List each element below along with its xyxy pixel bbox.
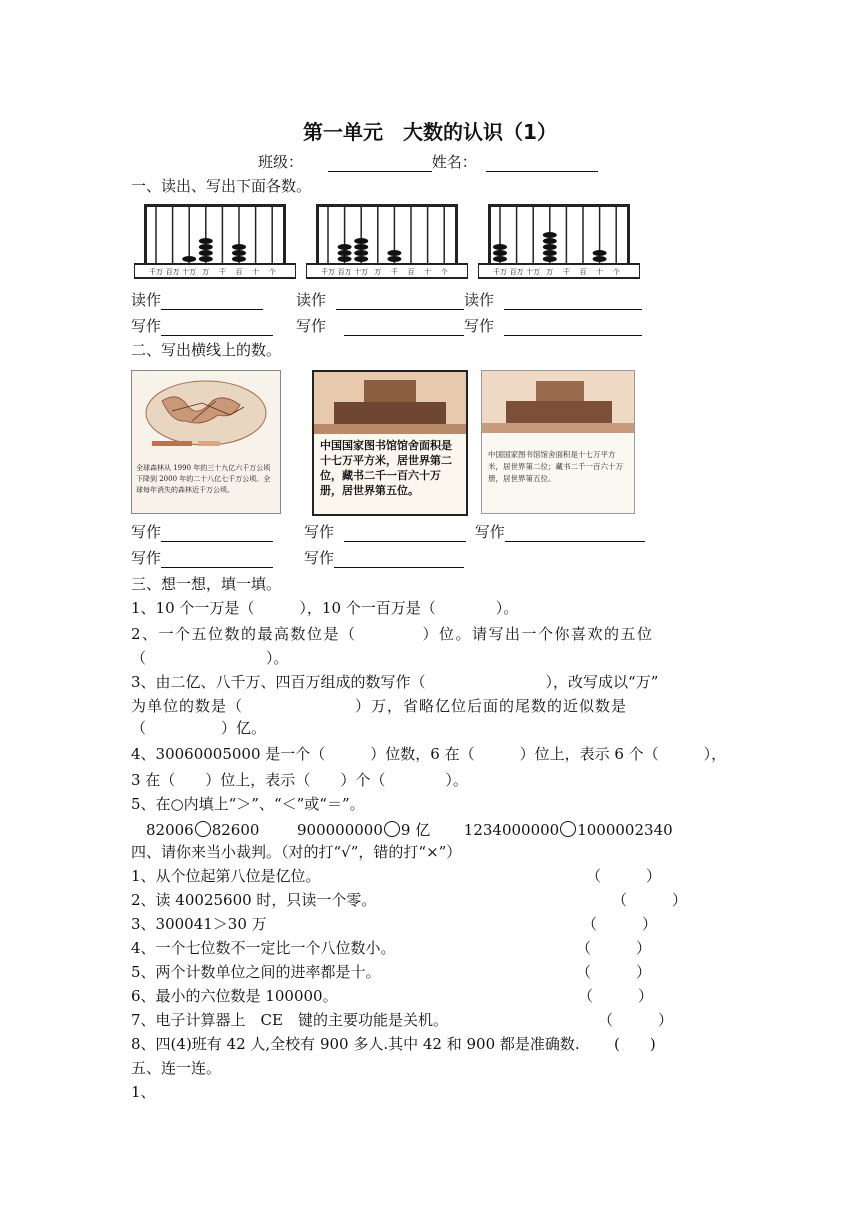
abacus-place-label: 十 [596,268,604,276]
section2-heading: 二、写出横线上的数。 [131,341,282,359]
abacus-bead [354,244,368,250]
q2-line2: （ ）。 [131,649,289,667]
judge-paren-8[interactable]: ( ) [614,1035,656,1053]
abacus-bead [199,244,213,250]
abacus-bead [354,238,368,244]
judge-item-4: 4、一个七位数不一定比一个八位数小。 [131,939,396,957]
abacus-place-label: 百 [235,268,243,276]
world-map-icon [132,371,280,461]
abacus-bead [593,250,607,256]
compare-3-right: 1000002340 [577,821,673,839]
library-building-icon [482,371,634,433]
judge-paren-2[interactable]: （ ） [612,891,688,909]
write-row-2 [296,316,642,336]
abacus-place-label: 万 [202,268,210,276]
write-blank[interactable] [334,551,464,568]
abacus-bead [199,238,213,244]
abacus-place-label: 十万 [182,268,197,276]
q3-line1: 3、由二亿、八千万、四百万组成的数写作（ ），改写成以“万” [131,673,659,691]
q1: 1、10 个一万是（ ），10 个一百万是（ ）。 [131,599,519,617]
class-name-line [258,152,598,172]
abacus-place-label: 万 [546,268,554,276]
compare-2-right: 9 亿 [400,821,431,839]
abacus-place-label: 十 [424,268,432,276]
abacus-place-label: 千万 [321,268,335,276]
write-blank-3[interactable] [504,319,642,336]
abacus-bead [182,256,196,262]
abacus-place-label: 万 [374,268,382,276]
abacus-bead [199,250,213,256]
sec2-write-row-2 [304,522,645,542]
abacus-place-label: 十万 [526,268,541,276]
abacus-place-label: 千万 [493,268,507,276]
abacus-bead [338,250,352,256]
write-label: 写作 [131,523,162,541]
section4-heading: 四、请你来当小裁判。（对的打“√”，错的打“×”） [131,843,462,861]
q4-line2: 3 在（ ）位上，表示（ ）个（ ）。 [131,771,468,789]
section1-heading: 一、读出、写出下面各数。 [131,177,312,195]
library-image-2 [481,370,635,514]
judge-item-6: 6、最小的六位数是 100000。 [131,987,338,1005]
abacus-bead [543,244,557,250]
judge-paren-1[interactable]: （ ） [586,867,662,885]
write-blank[interactable] [161,525,273,542]
judge-item-5: 5、两个计数单位之间的进率都是十。 [131,963,381,981]
abacus-bead [354,256,368,262]
compare-circle-1[interactable] [195,821,211,837]
library-caption-2: 中国国家图书馆馆舍面积是十七万平方米，居世界第二位；藏书二千一百六十万册，居世界第五位。 [488,450,623,483]
read-blank-1[interactable] [161,293,263,310]
abacus-bead [199,256,213,262]
write-blank[interactable] [344,525,466,542]
library-caption-1: 中国国家图书馆馆舍面积是十七万平方米，居世界第二位，藏书二千一百六十万册，居世界第五位。 [320,439,452,497]
sec2-write-row-3 [131,548,273,568]
abacus-bead [543,232,557,238]
name-label: 姓名： [431,153,477,171]
write-label: 写作 [296,317,327,335]
sec5-q1: 1、 [131,1083,156,1101]
compare-circle-3[interactable] [560,821,576,837]
abacus-bead [387,250,401,256]
abacus-bead [232,250,246,256]
sec2-write-row-4 [304,548,464,568]
abacus-2 [306,200,468,280]
read-label: 读作 [464,291,495,309]
compare-1-right: 82600 [211,821,260,839]
abacus-place-label: 百万 [509,268,524,276]
read-label: 读作 [296,291,327,309]
write-blank-2[interactable] [344,319,464,336]
sec2-write-row-1 [131,522,273,542]
abacus-place-label: 千 [390,268,398,276]
abacus-place-label: 千 [218,268,226,276]
write-blank[interactable] [161,551,273,568]
class-label: 班级： [258,153,304,171]
abacus-bead [493,244,507,250]
page-title: 第一单元 大数的认识（1） [303,120,557,144]
abacus-bead [493,250,507,256]
abacus-bead [232,256,246,262]
abacus-bead [493,256,507,262]
compare-2-left: 900000000 [297,821,383,839]
compare-row [146,820,673,840]
judge-paren-3[interactable]: （ ） [582,915,658,933]
compare-1-left: 82006 [146,821,194,839]
abacus-place-label: 十 [252,268,260,276]
name-blank[interactable] [486,155,598,172]
abacus-place-label: 百万 [337,268,352,276]
q3-line3: （ ）亿。 [131,719,267,737]
abacus-bead [354,250,368,256]
q5: 5、在○内填上“＞”、“＜”或“＝”。 [131,795,365,813]
abacus-place-label: 个 [612,268,620,276]
abacus-place-label: 千 [562,268,570,276]
abacus-bead [593,256,607,262]
read-blank-2[interactable] [336,293,464,310]
library-image-1 [312,370,468,516]
write-label: 写作 [304,523,335,541]
abacus-3 [478,200,640,280]
compare-3-left: 1234000000 [463,821,560,839]
write-row [131,316,273,336]
judge-item-8: 8、四(4)班有 42 人,全校有 900 多人.其中 42 和 900 都是准确数. [131,1035,580,1053]
judge-paren-7[interactable]: （ ） [598,1011,674,1029]
write-blank[interactable] [505,525,645,542]
judge-item-3: 3、300041＞30 万 [131,915,267,933]
write-label: 写作 [464,317,495,335]
section3-heading: 三、想一想，填一填。 [131,575,282,593]
abacus-bead [543,250,557,256]
abacus-1 [134,200,296,280]
read-row [131,290,263,310]
q4-line1: 4、30060005000 是一个（ ）位数，6 在（ ）位上，表示 6 个（ ）， [131,745,727,763]
read-blank-3[interactable] [504,293,642,310]
judge-item-2: 2、读 40025600 时，只读一个零。 [131,891,377,909]
abacus-bead [232,244,246,250]
abacus-place-label: 百万 [165,268,180,276]
class-blank[interactable] [328,155,432,172]
q3-line2: 为单位的数是（ ）万，省略亿位后面的尾数的近似数是 [131,697,628,715]
judge-paren-4[interactable]: （ ） [576,939,652,957]
read-label: 读作 [131,291,162,309]
abacus-bead [338,256,352,262]
judge-paren-6[interactable]: （ ） [578,987,654,1005]
judge-item-7: 7、电子计算器上 CE 键的主要功能是关机。 [131,1011,448,1029]
abacus-place-label: 个 [440,268,448,276]
forest-caption: 全球森林从 1990 年的三十九亿六千万公顷下降到 2000 年的二十八亿七千万公顷。全球每年消失的森林近千万公顷。 [136,464,271,494]
judge-paren-5[interactable]: （ ） [576,963,652,981]
judge-item-1: 1、从个位起第八位是亿位。 [131,867,321,885]
q2-line1: 2、一个五位数的最高数位是（ ）位。请写出一个你喜欢的五位 [131,625,654,643]
abacus-bead [338,244,352,250]
abacus-bead [387,256,401,262]
write-label: 写作 [304,549,335,567]
abacus-bead [543,238,557,244]
forest-map-image [131,370,281,514]
abacus-place-label: 个 [268,268,276,276]
write-label: 写作 [131,549,162,567]
section5-heading: 五、连一连。 [131,1059,222,1077]
library-building-icon [314,372,466,434]
compare-circle-2[interactable] [384,821,400,837]
write-label: 写作 [131,317,162,335]
abacus-place-label: 千万 [149,268,163,276]
read-row-2 [296,290,642,310]
abacus-place-label: 十万 [354,268,369,276]
abacus-place-label: 百 [579,268,587,276]
abacus-place-label: 百 [407,268,415,276]
write-label: 写作 [474,523,505,541]
abacus-bead [543,256,557,262]
write-blank-1[interactable] [161,319,273,336]
